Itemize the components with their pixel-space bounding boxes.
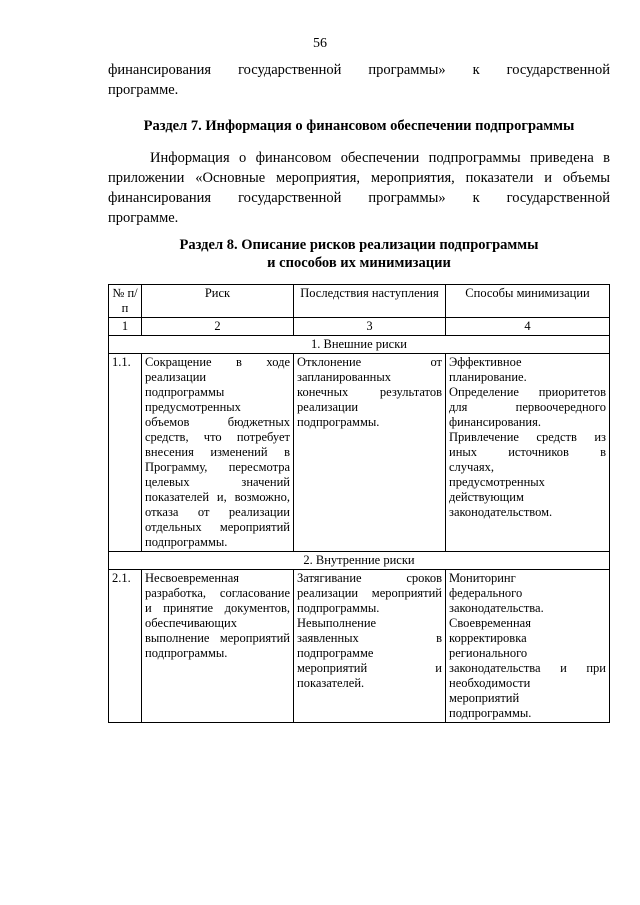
cell-line: реализации мероприятий — [297, 586, 442, 600]
cell-line: мероприятий и — [297, 661, 442, 675]
cell-line: показателей и, возможно, — [145, 490, 290, 504]
paragraph-continuation — [108, 60, 610, 100]
table-row — [109, 354, 610, 552]
paragraph-line: Информация о финансовом обеспечении подпрограммы приведена в — [150, 150, 610, 166]
cell-line: корректировка — [449, 631, 527, 645]
paragraph-line: финансирования государственной программы» к государственной — [108, 62, 610, 78]
cell-line: законодательства и при — [449, 661, 606, 675]
column-number-row — [109, 318, 610, 336]
risk-cell — [142, 570, 294, 723]
cell-line: финансирования. — [449, 415, 541, 429]
header-mitigation: Способы минимизации — [446, 285, 610, 318]
cell-line: обеспечивающих — [145, 616, 237, 630]
mitigation-cell — [446, 354, 610, 552]
cell-line: показателей. — [297, 676, 365, 690]
cell-line: планирование. — [449, 370, 527, 384]
consequence-cell — [294, 354, 446, 552]
section-7-title: Раздел 7. Информация о финансовом обеспечении подпрограммы — [143, 118, 575, 134]
cell-line: Программу, пересмотра — [145, 460, 290, 474]
cell-line: Несвоевременная — [145, 571, 240, 585]
table-row — [109, 570, 610, 723]
cell-line: подпрограммы. — [297, 415, 380, 429]
cell-line: случаях, — [449, 460, 494, 474]
column-number: 3 — [294, 318, 446, 336]
cell-line: подпрограммы. — [145, 535, 228, 549]
paragraph-financing — [108, 148, 610, 228]
risk-cell — [142, 354, 294, 552]
cell-line: действующим — [449, 490, 524, 504]
cell-line: Своевременная — [449, 616, 531, 630]
row-number: 2.1. — [109, 570, 142, 723]
cell-line: иных источников в — [449, 445, 606, 459]
header-number: № п/п — [109, 285, 142, 318]
consequence-cell — [294, 570, 446, 723]
cell-line: законодательства. — [449, 601, 544, 615]
section-8-title-line: и способов их минимизации — [267, 255, 451, 271]
section-title: 1. Внешние риски — [109, 336, 610, 354]
header-risk: Риск — [142, 285, 294, 318]
cell-line: Привлечение средств из — [449, 430, 606, 444]
cell-line: Мониторинг — [449, 571, 516, 585]
paragraph-line: приложении «Основные мероприятия, мероприятия, показатели и объемы — [108, 170, 610, 186]
section-8-title-line: Раздел 8. Описание рисков реализации подпрограммы — [179, 237, 539, 253]
cell-line: внесения изменений в — [145, 445, 290, 459]
cell-line: подпрограммы — [145, 385, 225, 399]
cell-line: реализации — [145, 370, 207, 384]
section-row — [109, 552, 610, 570]
cell-line: Сокращение в ходе — [145, 355, 290, 369]
cell-line: регионального — [449, 646, 528, 660]
page-number: 56 — [313, 36, 327, 51]
table-header-row — [109, 285, 610, 318]
cell-line: законодательством. — [449, 505, 553, 519]
cell-line: заявленных в — [297, 631, 442, 645]
cell-line: целевых значений — [145, 475, 290, 489]
cell-line: конечных результатов — [297, 385, 442, 399]
column-number: 4 — [446, 318, 610, 336]
cell-line: подпрограммы. — [297, 601, 380, 615]
column-number: 2 — [142, 318, 294, 336]
paragraph-line: финансирования государственной программы» к государственной — [108, 190, 610, 206]
header-consequence: Последствия наступления — [294, 285, 446, 318]
cell-line: подпрограммы. — [449, 706, 532, 720]
column-number: 1 — [109, 318, 142, 336]
section-row — [109, 336, 610, 354]
mitigation-cell — [446, 570, 610, 723]
cell-line: объемов бюджетных — [145, 415, 290, 429]
section-8-title — [108, 236, 610, 272]
cell-line: средств, что потребует — [145, 430, 290, 444]
cell-line: Невыполнение — [297, 616, 377, 630]
section-title: 2. Внутренние риски — [109, 552, 610, 570]
cell-line: выполнение мероприятий — [145, 631, 290, 645]
cell-line: необходимости — [449, 676, 531, 690]
cell-line: Затягивание сроков — [297, 571, 442, 585]
cell-line: предусмотренных — [449, 475, 545, 489]
cell-line: подпрограмме — [297, 646, 374, 660]
paragraph-line: программе. — [108, 82, 179, 98]
paragraph-line: программе. — [108, 210, 179, 226]
cell-line: подпрограммы. — [145, 646, 228, 660]
cell-line: федерального — [449, 586, 523, 600]
cell-line: отдельных мероприятий — [145, 520, 290, 534]
cell-line: реализации — [297, 400, 359, 414]
cell-line: запланированных — [297, 370, 391, 384]
cell-line: Определение приоритетов — [449, 385, 606, 399]
cell-line: предусмотренных — [145, 400, 241, 414]
cell-line: Отклонение от — [297, 355, 442, 369]
cell-line: мероприятий — [449, 691, 520, 705]
row-number: 1.1. — [109, 354, 142, 552]
cell-line: для первоочередного — [449, 400, 606, 414]
cell-line: разработка, согласование — [145, 586, 290, 600]
cell-line: отказа от реализации — [145, 505, 290, 519]
risks-table — [108, 284, 610, 723]
cell-line: Эффективное — [449, 355, 522, 369]
cell-line: и принятие документов, — [145, 601, 290, 615]
